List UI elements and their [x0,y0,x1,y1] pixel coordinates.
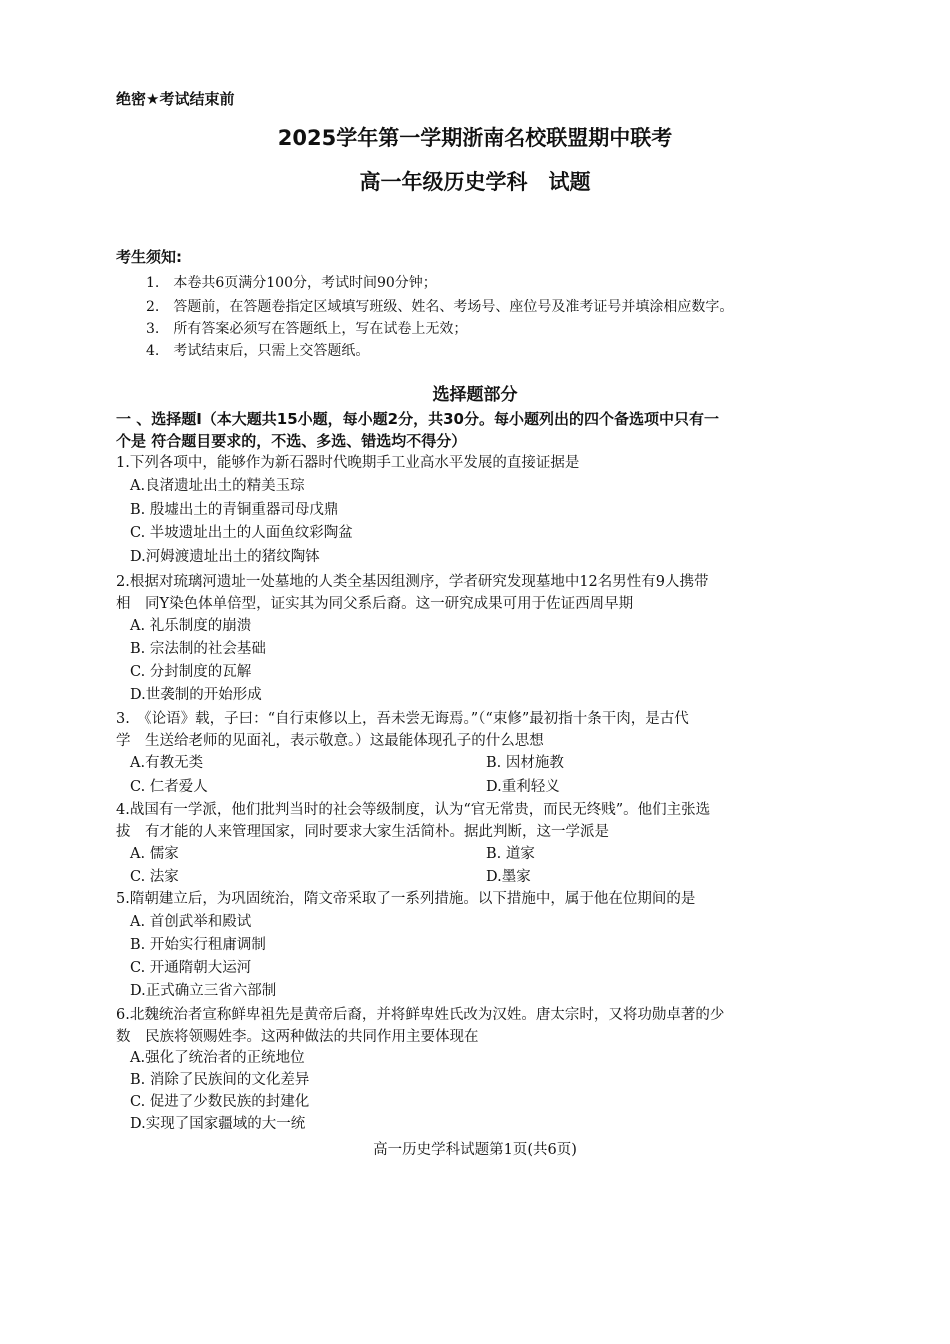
question-option: D.世袭制的开始形成 [130,687,262,703]
question-option: A. 首创武举和殿试 [130,914,252,930]
page-footer: 高一历史学科试题第1页(共6页) [373,1142,577,1158]
question-stem: 6.北魏统治者宣称鲜卑祖先是黄帝后裔，并将鲜卑姓氏改为汉姓。唐太宗时，又将功勋卓著的少 [116,1007,725,1023]
section-title: 选择题部分 [432,385,518,405]
question-stem: 5.隋朝建立后，为巩固统治，隋文帝采取了一系列措施。以下措施中，属于他在位期间的是 [116,891,696,907]
exam-title: 2025学年第一学期浙南名校联盟期中联考 [277,126,673,150]
question-option: B. 因材施教 [486,755,564,771]
question-option: D.墨家 [486,869,531,885]
question-option: A.良渚遗址出土的精美玉琮 [130,478,305,494]
notice-item: 3. 所有答案必须写在答题纸上，写在试卷上无效； [146,321,468,337]
question-option: C. 法家 [130,869,179,885]
question-option: C. 半坡遗址出土的人面鱼纹彩陶盆 [130,525,353,541]
notice-item: 1. 本卷共6页满分100分，考试时间90分钟； [146,275,437,291]
question-option: C. 分封制度的瓦解 [130,664,252,680]
question-stem: 1.下列各项中，能够作为新石器时代晚期手工业高水平发展的直接证据是 [116,455,580,471]
question-stem: 3. 《论语》载，子曰：“自行束修以上，吾未尝无诲焉。”（“束修”最初指十条干肉，是古代 [116,711,689,727]
question-option: A.强化了统治者的正统地位 [130,1050,305,1066]
question-option: D.实现了国家疆域的大一统 [130,1116,306,1132]
section-instruction: 个是 符合题目要求的，不选、多选、错选均不得分） [116,432,467,450]
question-option: C. 开通隋朝大运河 [130,960,252,976]
exam-subtitle: 高一年级历史学科 试题 [359,170,591,194]
question-option: A. 儒家 [130,846,179,862]
question-option: D.重利轻义 [486,779,560,795]
question-option: B. 开始实行租庸调制 [130,937,266,953]
question-option: B. 道家 [486,846,535,862]
question-option: D.正式确立三省六部制 [130,983,277,999]
confidential-label: 绝密★考试结束前 [116,90,235,108]
question-option: A. 礼乐制度的崩溃 [130,618,252,634]
question-option: C. 促进了少数民族的封建化 [130,1094,310,1110]
question-option: D.河姆渡遗址出土的猪纹陶钵 [130,549,320,565]
question-stem: 学 生送给老师的见面礼，表示敬意。）这最能体现孔子的什么思想 [116,733,544,749]
question-option: B. 消除了民族间的文化差异 [130,1072,310,1088]
question-stem: 数 民族将领赐姓李。这两种做法的共同作用主要体现在 [116,1029,479,1045]
question-stem: 4.战国有一学派，他们批判当时的社会等级制度，认为“官无常贵，而民无终贱”。他们主张选 [116,802,711,818]
question-stem: 2.根据对琉璃河遗址一处墓地的人类全基因组测序，学者研究发现墓地中12名男性有9人携带 [116,574,709,590]
question-stem: 相 同Y染色体单倍型，证实其为同父系后裔。这一研究成果可用于佐证西周早期 [116,596,634,612]
question-stem: 拔 有才能的人来管理国家，同时要求大家生活简朴。据此判断，这一学派是 [116,824,609,840]
notice-heading: 考生须知: [116,248,182,266]
question-option: A.有教无类 [130,755,204,771]
question-option: B. 殷墟出土的青铜重器司母戊鼎 [130,502,339,518]
notice-item: 2. 答题前，在答题卷指定区域填写班级、姓名、考场号、座位号及准考证号并填涂相应数字。 [146,299,734,315]
question-option: B. 宗法制的社会基础 [130,641,266,657]
notice-item: 4. 考试结束后，只需上交答题纸。 [146,343,370,359]
question-option: C. 仁者爱人 [130,779,208,795]
section-instruction: 一 、选择题Ⅰ（本大题共15小题，每小题2分，共30分。每小题列出的四个备选项中只有一 [116,410,719,428]
